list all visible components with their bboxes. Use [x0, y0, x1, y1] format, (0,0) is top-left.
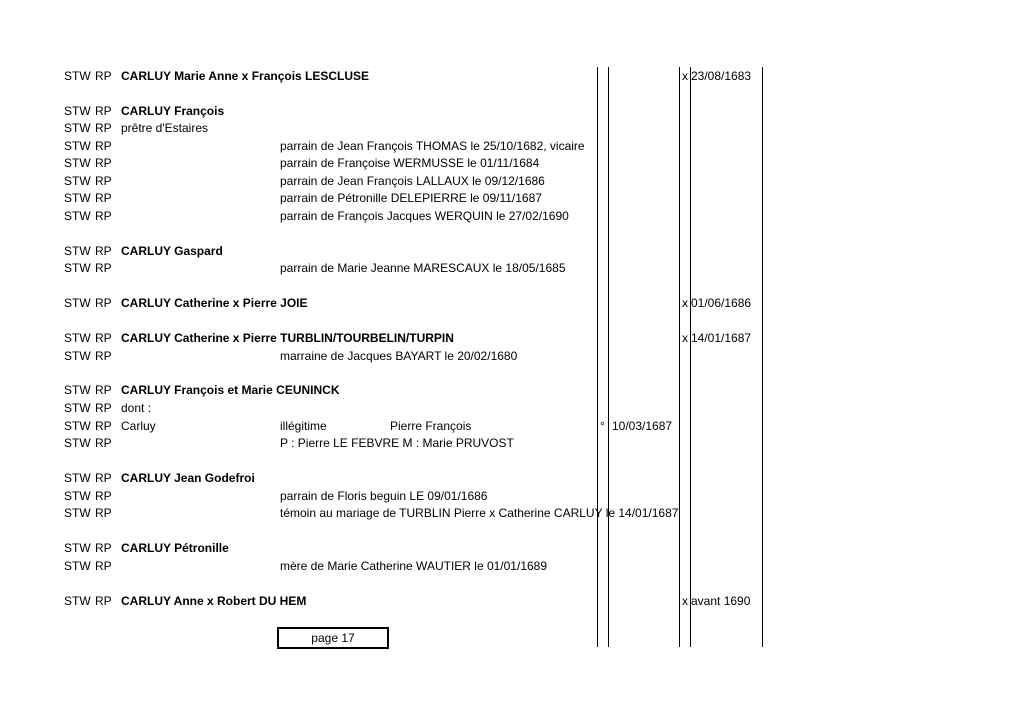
- register-type: RP: [95, 559, 112, 573]
- source-code: STW: [64, 139, 91, 153]
- register-row: [0, 260, 1024, 276]
- entry-name: CARLUY Anne x Robert DU HEM: [121, 594, 307, 608]
- source-code: STW: [64, 506, 91, 520]
- entry-detail: parrain de Pétronille DELEPIERRE le 09/11/1687: [280, 191, 542, 205]
- register-row: [0, 348, 1024, 364]
- source-code: STW: [64, 156, 91, 170]
- register-type: RP: [95, 471, 112, 485]
- register-type: RP: [95, 156, 112, 170]
- source-code: STW: [64, 594, 91, 608]
- marriage-mark: x: [682, 331, 688, 345]
- entry-detail: P : Pierre LE FEBVRE M : Marie PRUVOST: [280, 436, 514, 450]
- marriage-date: 14/01/1687: [691, 331, 752, 345]
- entry-detail: parrain de Marie Jeanne MARESCAUX le 18/05/1685: [280, 261, 566, 275]
- entry-name: CARLUY Pétronille: [121, 541, 229, 555]
- source-code: STW: [64, 541, 91, 555]
- register-row: [0, 103, 1024, 119]
- register-row: [0, 540, 1024, 556]
- marriage-mark: x: [682, 69, 688, 83]
- marriage-date: 23/08/1683: [691, 69, 752, 83]
- register-row: [0, 68, 1024, 84]
- register-row: [0, 243, 1024, 259]
- source-code: STW: [64, 209, 91, 223]
- entry-detail: marraine de Jacques BAYART le 20/02/1680: [280, 349, 518, 363]
- entry-name: CARLUY Gaspard: [121, 244, 223, 258]
- page-number: page 17: [311, 631, 355, 645]
- entry-detail: parrain de Jean François THOMAS le 25/10/1682, vicaire: [280, 139, 585, 153]
- birth-date: 10/03/1687: [612, 419, 673, 433]
- source-code: STW: [64, 244, 91, 258]
- entry-name: CARLUY François et Marie CEUNINCK: [121, 383, 340, 397]
- source-code: STW: [64, 383, 91, 397]
- marriage-date: avant 1690: [691, 594, 751, 608]
- birth-mark: °: [600, 419, 605, 433]
- register-row: [0, 330, 1024, 346]
- entry-name: prêtre d'Estaires: [121, 121, 208, 135]
- register-row: [0, 208, 1024, 224]
- entry-name: CARLUY Jean Godefroi: [121, 471, 255, 485]
- register-type: RP: [95, 401, 112, 415]
- entry-name: CARLUY François: [121, 104, 225, 118]
- entry-detail: mère de Marie Catherine WAUTIER le 01/01/1689: [280, 559, 548, 573]
- register-row: [0, 400, 1024, 416]
- entry-name: CARLUY Catherine x Pierre TURBLIN/TOURBELIN/TURPIN: [121, 331, 454, 345]
- register-type: RP: [95, 209, 112, 223]
- marriage-mark: x: [682, 296, 688, 310]
- register-type: RP: [95, 594, 112, 608]
- source-code: STW: [64, 191, 91, 205]
- source-code: STW: [64, 471, 91, 485]
- register-type: RP: [95, 383, 112, 397]
- register-type: RP: [95, 139, 112, 153]
- entry-name: CARLUY Catherine x Pierre JOIE: [121, 296, 308, 310]
- register-row: [0, 593, 1024, 609]
- register-row: [0, 382, 1024, 398]
- entry-detail: parrain de Françoise WERMUSSE le 01/11/1684: [280, 156, 540, 170]
- register-row: [0, 558, 1024, 574]
- register-type: RP: [95, 436, 112, 450]
- register-row: [0, 418, 1024, 434]
- register-type: RP: [95, 489, 112, 503]
- register-type: RP: [95, 191, 112, 205]
- source-code: STW: [64, 261, 91, 275]
- source-code: STW: [64, 121, 91, 135]
- register-type: RP: [95, 121, 112, 135]
- register-row: [0, 120, 1024, 136]
- register-type: RP: [95, 296, 112, 310]
- register-type: RP: [95, 104, 112, 118]
- register-row: [0, 190, 1024, 206]
- register-row: [0, 435, 1024, 451]
- entry-detail: parrain de Jean François LALLAUX le 09/12/1686: [280, 174, 545, 188]
- source-code: STW: [64, 436, 91, 450]
- source-code: STW: [64, 489, 91, 503]
- register-type: RP: [95, 244, 112, 258]
- entry-name: Carluy: [121, 419, 156, 433]
- register-row: [0, 155, 1024, 171]
- source-code: STW: [64, 104, 91, 118]
- source-code: STW: [64, 349, 91, 363]
- register-type: RP: [95, 174, 112, 188]
- entry-detail: témoin au mariage de TURBLIN Pierre x Catherine CARLUY le 14/01/1687: [280, 506, 679, 520]
- entry-detail: parrain de Floris beguin LE 09/01/1686: [280, 489, 488, 503]
- register-row: [0, 505, 1024, 521]
- page-number-box: [277, 627, 389, 649]
- register-row: [0, 488, 1024, 504]
- register-row: [0, 295, 1024, 311]
- register-type: RP: [95, 331, 112, 345]
- register-type: RP: [95, 69, 112, 83]
- register-type: RP: [95, 541, 112, 555]
- source-code: STW: [64, 559, 91, 573]
- entry-detail: parrain de François Jacques WERQUIN le 27/02/1690: [280, 209, 569, 223]
- source-code: STW: [64, 419, 91, 433]
- register-row: [0, 470, 1024, 486]
- marriage-date: 01/06/1686: [691, 296, 752, 310]
- register-row: [0, 138, 1024, 154]
- source-code: STW: [64, 296, 91, 310]
- register-type: RP: [95, 419, 112, 433]
- entry-detail: illégitime: [280, 419, 327, 433]
- entry-name: CARLUY Marie Anne x François LESCLUSE: [121, 69, 370, 83]
- register-type: RP: [95, 349, 112, 363]
- source-code: STW: [64, 69, 91, 83]
- source-code: STW: [64, 174, 91, 188]
- source-code: STW: [64, 401, 91, 415]
- register-type: RP: [95, 261, 112, 275]
- entry-given-names: Pierre François: [390, 419, 472, 433]
- source-code: STW: [64, 331, 91, 345]
- register-row: [0, 173, 1024, 189]
- register-type: RP: [95, 506, 112, 520]
- entry-name: dont :: [121, 401, 152, 415]
- marriage-mark: x: [682, 594, 688, 608]
